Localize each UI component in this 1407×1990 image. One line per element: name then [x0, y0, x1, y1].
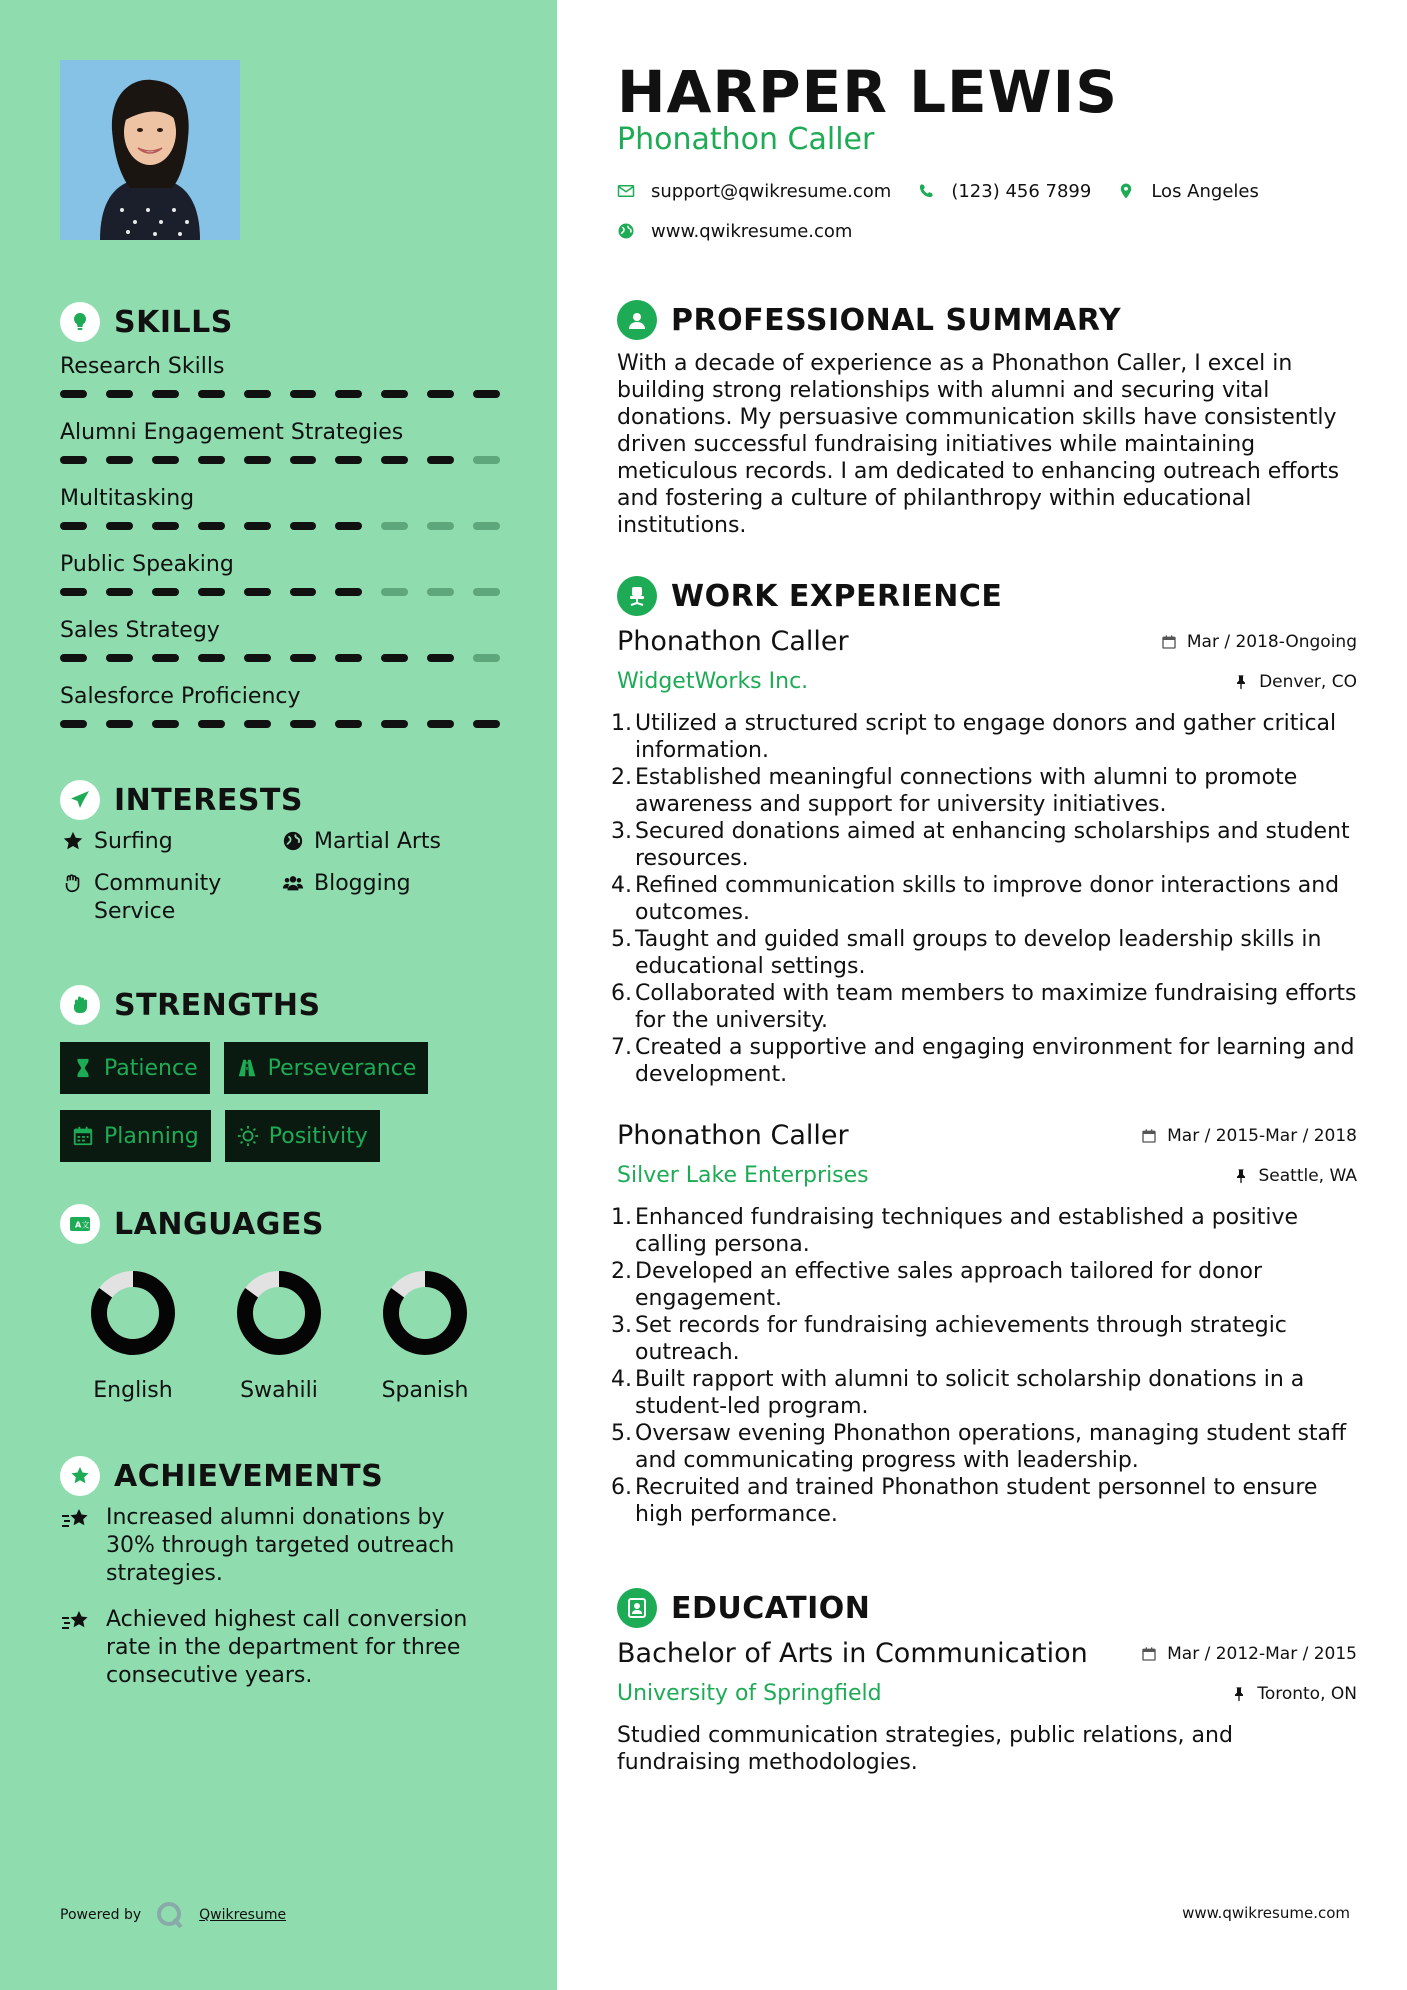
skill-item [60, 416, 500, 482]
calendar-icon [1141, 1128, 1157, 1144]
pushpin-icon [1233, 1168, 1249, 1184]
skill-dash [198, 522, 225, 530]
fist-icon [60, 985, 100, 1025]
job-bullet: 4. Built rapport with alumni to solicit scholarship donations in a student-led program. [611, 1367, 1305, 1419]
language-item [60, 1268, 206, 1403]
job-bullet: 2. Developed an effective sales approach tailored for donor engagement. [611, 1259, 1263, 1311]
phone-icon [917, 182, 935, 200]
skill-dash [198, 588, 225, 596]
skill-dash [427, 390, 454, 398]
shooting-star-icon [60, 1608, 92, 1636]
school-name: University of Springfield [617, 1681, 882, 1706]
skill-dash [60, 390, 87, 398]
job-bullet: 2. Established meaningful connections with alumni to promote awareness and support for university initiatives. [611, 765, 1298, 817]
skill-level-bar [60, 456, 500, 464]
interests-list [60, 828, 520, 926]
skill-dash [198, 456, 225, 464]
job-bullet: 3. Secured donations aimed at enhancing scholarships and student resources. [611, 819, 1350, 871]
skill-dash [290, 654, 317, 662]
skill-dash [60, 588, 87, 596]
skill-dash [381, 390, 408, 398]
skill-dash [381, 588, 408, 596]
skill-name: Research Skills [60, 354, 225, 379]
job-bullet-text: Recruited and trained Phonathon student personnel to ensure high performance. [635, 1475, 1318, 1527]
contact-location [1117, 181, 1259, 202]
skill-dash [244, 456, 271, 464]
skill-dash [244, 654, 271, 662]
achievement-item [60, 1504, 490, 1588]
job-location-text: Seattle, WA [1258, 1165, 1357, 1186]
job-bullet: 6. Recruited and trained Phonathon student personnel to ensure high performance. [611, 1475, 1318, 1527]
skill-dash [152, 588, 179, 596]
users-icon [280, 870, 306, 896]
skill-dash [244, 720, 271, 728]
language-item [352, 1268, 498, 1403]
skill-dash [152, 654, 179, 662]
job-location-text: Denver, CO [1259, 671, 1357, 692]
skill-item [60, 482, 500, 548]
powered-label: Powered by [60, 1907, 142, 1923]
job-location [1233, 672, 1357, 692]
star-badge-icon [60, 1456, 100, 1496]
road-icon [236, 1057, 258, 1079]
interests-title: INTERESTS [114, 782, 303, 818]
strength-chip [60, 1110, 211, 1162]
job-bullet-text: Oversaw evening Phonathon operations, managing student staff and communicating progress with leadership. [635, 1421, 1347, 1473]
skills-title: SKILLS [114, 304, 233, 340]
company-name: Silver Lake Enterprises [617, 1163, 869, 1188]
powered-by [60, 1900, 286, 1930]
skill-dash [427, 720, 454, 728]
company-name: WidgetWorks Inc. [617, 669, 809, 694]
skill-name: Alumni Engagement Strategies [60, 420, 404, 445]
job-bullet-text: Enhanced fundraising techniques and established a positive calling persona. [635, 1205, 1299, 1257]
skill-item [60, 614, 500, 680]
language-name: English [93, 1378, 173, 1403]
languages-heading [60, 1204, 324, 1244]
job-date-text: Mar / 2015-Mar / 2018 [1167, 1126, 1357, 1146]
skill-dash [60, 522, 87, 530]
skill-dash [473, 588, 500, 596]
skill-dash [473, 654, 500, 662]
job-bullet-text: Refined communication skills to improve donor interactions and outcomes. [635, 873, 1340, 925]
language-name: Swahili [240, 1378, 318, 1403]
skill-dash [381, 720, 408, 728]
portrait-image [60, 60, 240, 240]
job-bullet-text: Set records for fundraising achievements through strategic outreach. [635, 1313, 1287, 1365]
envelope-icon [617, 182, 635, 200]
contact-phone[interactable] [917, 181, 1091, 202]
job-bullet-text: Created a supportive and engaging environment for learning and development. [635, 1035, 1355, 1087]
skill-dash [381, 456, 408, 464]
skills-list [60, 350, 500, 746]
pushpin-icon [1233, 674, 1249, 690]
job-bullets [611, 710, 1357, 1088]
sidebar [0, 0, 557, 1990]
sun-icon [237, 1125, 259, 1147]
skill-dash [290, 720, 317, 728]
job-bullet: 5. Oversaw evening Phonathon operations, managing student staff and communicating progress with leadership. [611, 1421, 1347, 1473]
strength-chip [225, 1110, 380, 1162]
pushpin-icon [1231, 1686, 1247, 1702]
skill-dash [473, 720, 500, 728]
skill-name: Salesforce Proficiency [60, 684, 301, 709]
job-bullet-text: Built rapport with alumni to solicit scholarship donations in a student-led program. [635, 1367, 1305, 1419]
skill-level-bar [60, 654, 500, 662]
achievement-text: Achieved highest call conversion rate in the department for three consecutive years. [106, 1607, 468, 1688]
job-bullet-text: Collaborated with team members to maximize fundraising efforts for the university. [635, 981, 1357, 1033]
hourglass-icon [72, 1057, 94, 1079]
interest-label: Surfing [94, 829, 173, 854]
calendar-icon [1161, 634, 1177, 650]
education-date [1141, 1644, 1357, 1664]
job-bullet: 1. Enhanced fundraising techniques and established a positive calling persona. [611, 1205, 1299, 1257]
job-location [1233, 1166, 1358, 1186]
skill-dash [198, 720, 225, 728]
strength-chip [224, 1042, 429, 1094]
skill-dash [244, 522, 271, 530]
education-location-text: Toronto, ON [1257, 1683, 1357, 1704]
skill-dash [244, 588, 271, 596]
job-bullet-text: Established meaningful connections with alumni to promote awareness and support for university initiatives. [635, 765, 1298, 817]
calendar-icon [72, 1125, 94, 1147]
job-entry [611, 626, 1357, 1088]
experience-heading [617, 576, 1002, 616]
skill-dash [290, 456, 317, 464]
languages-title: LANGUAGES [114, 1206, 324, 1242]
skill-dash [427, 588, 454, 596]
job-date [1161, 632, 1357, 652]
summary-text: With a decade of experience as a Phonathon Caller, I excel in building strong relationships with alumni and securing vital donations. My persuasive communication skills have consistently driven successful fundraising initiatives while maintaining meticulous records. I am dedicated to enhancing outreach efforts and fostering a culture of philanthropy within educational institutions. [617, 351, 1340, 538]
skill-dash [473, 456, 500, 464]
job-date [1141, 1126, 1357, 1146]
skill-dash [152, 720, 179, 728]
language-level-ring [380, 1268, 470, 1358]
skill-dash [335, 588, 362, 596]
job-bullet-text: Secured donations aimed at enhancing scholarships and student resources. [635, 819, 1350, 871]
strength-chip [60, 1042, 210, 1094]
skill-dash [473, 390, 500, 398]
job-bullet-text: Utilized a structured script to engage donors and gather critical information. [635, 711, 1337, 763]
achievements-heading [60, 1456, 383, 1496]
job-bullet: 7. Created a supportive and engaging environment for learning and development. [611, 1035, 1355, 1087]
strength-label: Perseverance [267, 1055, 417, 1081]
interest-item [60, 828, 280, 856]
education-entry [617, 1638, 1357, 1776]
language-icon [60, 1204, 100, 1244]
interest-label: Community Service [94, 871, 222, 924]
skill-dash [381, 522, 408, 530]
job-bullet: 6. Collaborated with team members to maximize fundraising efforts for the university. [611, 981, 1357, 1033]
contact-info [617, 178, 1377, 258]
job-title: Phonathon Caller [617, 626, 849, 657]
skill-name: Public Speaking [60, 552, 234, 577]
interest-item [60, 870, 280, 926]
star-icon [60, 828, 86, 854]
education-heading [617, 1588, 870, 1628]
skill-dash [152, 456, 179, 464]
globe-icon [617, 222, 635, 240]
languages-list [60, 1268, 500, 1403]
interests-heading [60, 780, 303, 820]
language-item [206, 1268, 352, 1403]
skill-dash [106, 456, 133, 464]
profile-photo [60, 60, 240, 240]
office-chair-icon [617, 576, 657, 616]
skill-dash [427, 522, 454, 530]
svg-text:文: 文 [81, 1220, 90, 1230]
email-text: support@qwikresume.com [651, 180, 892, 202]
language-level-ring [234, 1268, 324, 1358]
skill-dash [473, 522, 500, 530]
skill-dash [198, 390, 225, 398]
skill-name: Multitasking [60, 486, 195, 511]
skill-dash [290, 588, 317, 596]
phone-text: (123) 456 7899 [951, 180, 1092, 202]
contact-website[interactable] [617, 221, 852, 242]
skill-dash [335, 522, 362, 530]
strengths-title: STRENGTHS [114, 987, 321, 1023]
strengths-list [60, 1042, 520, 1162]
skill-dash [290, 390, 317, 398]
strength-label: Patience [104, 1055, 198, 1081]
skill-dash [106, 720, 133, 728]
skill-dash [381, 654, 408, 662]
interest-item [280, 870, 500, 926]
website-text: www.qwikresume.com [651, 220, 853, 242]
skill-dash [60, 720, 87, 728]
job-title: Phonathon Caller [617, 1120, 849, 1151]
strengths-heading [60, 985, 321, 1025]
language-name: Spanish [381, 1378, 469, 1403]
skill-dash [198, 654, 225, 662]
skill-dash [427, 654, 454, 662]
skill-dash [106, 522, 133, 530]
interest-item [280, 828, 500, 856]
skill-level-bar [60, 720, 500, 728]
achievements-title: ACHIEVEMENTS [114, 1458, 384, 1494]
degree-title: Bachelor of Arts in Communication [617, 1638, 1088, 1669]
skill-dash [152, 522, 179, 530]
candidate-role: Phonathon Caller [617, 122, 875, 157]
candidate-name: HARPER LEWIS [617, 58, 1118, 126]
job-bullet: 4. Refined communication skills to improve donor interactions and outcomes. [611, 873, 1340, 925]
skill-dash [60, 456, 87, 464]
skill-dash [290, 522, 317, 530]
calendar-icon [1141, 1646, 1157, 1662]
summary-heading [617, 300, 1121, 340]
skill-dash [152, 390, 179, 398]
job-date-text: Mar / 2018-Ongoing [1186, 632, 1357, 652]
job-entry [611, 1120, 1357, 1528]
language-level-ring [88, 1268, 178, 1358]
job-bullet: 3. Set records for fundraising achievements through strategic outreach. [611, 1313, 1287, 1365]
interest-label: Blogging [314, 871, 411, 896]
achievement-item [60, 1606, 490, 1690]
skill-dash [60, 654, 87, 662]
education-title: EDUCATION [671, 1590, 871, 1626]
powered-brand-link[interactable]: Qwikresume [199, 1907, 287, 1923]
skill-dash [335, 654, 362, 662]
contact-email[interactable] [617, 181, 891, 202]
job-bullet: 1. Utilized a structured script to engage donors and gather critical information. [611, 711, 1337, 763]
skill-level-bar [60, 390, 500, 398]
paper-plane-icon [60, 780, 100, 820]
strength-label: Planning [104, 1123, 199, 1149]
skill-dash [427, 456, 454, 464]
skills-heading [60, 302, 233, 342]
skill-item [60, 350, 500, 416]
main-content [557, 0, 1407, 1990]
job-bullets [611, 1204, 1357, 1528]
user-icon [617, 300, 657, 340]
skill-dash [335, 456, 362, 464]
achievement-text: Increased alumni donations by 30% through targeted outreach strategies. [106, 1505, 455, 1586]
education-description: Studied communication strategies, public relations, and fundraising methodologies. [617, 1723, 1233, 1775]
skill-dash [106, 588, 133, 596]
summary-title: PROFESSIONAL SUMMARY [671, 302, 1122, 338]
footer-url[interactable]: www.qwikresume.com [1182, 1904, 1350, 1922]
job-bullet: 5. Taught and guided small groups to develop leadership skills in educational settings. [611, 927, 1322, 979]
skill-dash [244, 390, 271, 398]
hand-icon [60, 870, 86, 896]
map-pin-icon [1117, 182, 1135, 200]
job-bullet-text: Taught and guided small groups to develop leadership skills in educational settings. [635, 927, 1322, 979]
skill-dash [106, 390, 133, 398]
skill-name: Sales Strategy [60, 618, 220, 643]
interest-label: Martial Arts [314, 829, 442, 854]
globe-icon [280, 828, 306, 854]
skill-item [60, 548, 500, 614]
job-bullet-text: Developed an effective sales approach tailored for donor engagement. [635, 1259, 1263, 1311]
skill-item [60, 680, 500, 746]
experience-title: WORK EXPERIENCE [671, 578, 1003, 614]
achievements-list [60, 1504, 490, 1708]
skill-dash [106, 654, 133, 662]
shooting-star-icon [60, 1506, 92, 1534]
lightbulb-icon [60, 302, 100, 342]
education-location [1231, 1684, 1357, 1704]
skill-level-bar [60, 588, 500, 596]
qwikresume-logo-icon [155, 1900, 185, 1930]
svg-text:A: A [75, 1220, 82, 1230]
strength-label: Positivity [268, 1123, 368, 1149]
skill-dash [335, 720, 362, 728]
skill-level-bar [60, 522, 500, 530]
education-date-text: Mar / 2012-Mar / 2015 [1167, 1644, 1357, 1664]
location-text: Los Angeles [1151, 180, 1259, 202]
graduate-icon [617, 1588, 657, 1628]
skill-dash [335, 390, 362, 398]
